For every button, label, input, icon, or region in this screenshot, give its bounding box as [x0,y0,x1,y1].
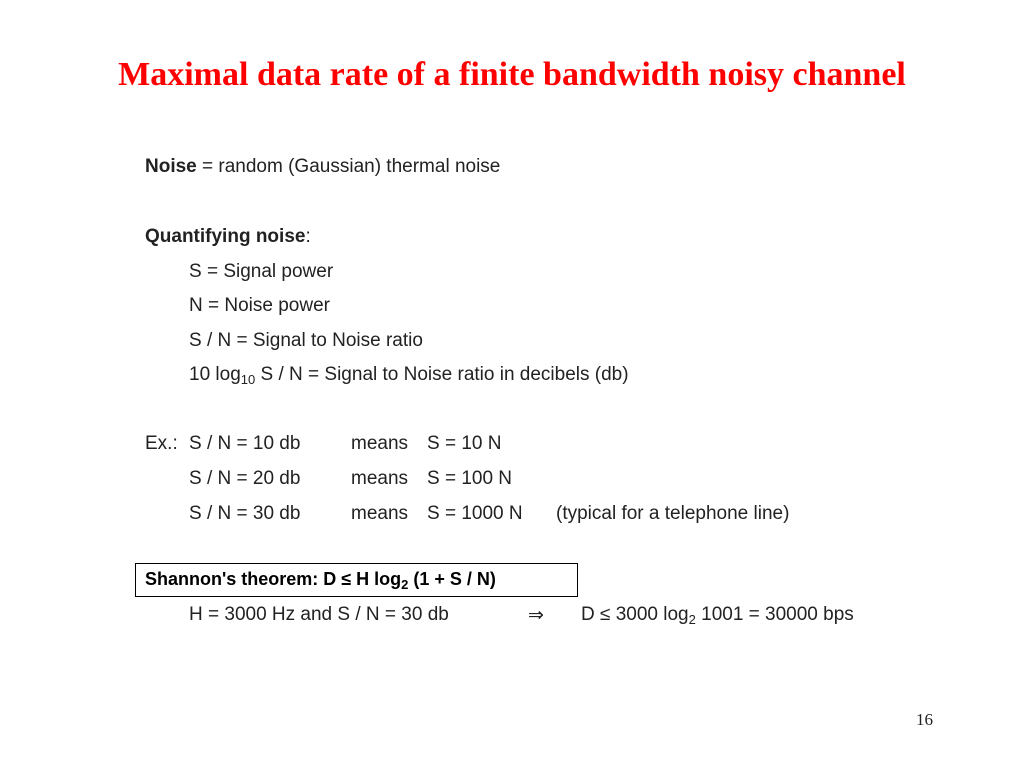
theorem-prefix: Shannon's theorem: D ≤ H log [145,569,402,589]
theorem-application [189,604,909,628]
example-row [189,503,889,527]
noise-definition-text: = random (Gaussian) thermal noise [196,156,501,177]
example-ratio: S / N = 10 db [189,433,301,454]
snr-db-definition [189,364,629,386]
result-prefix: D ≤ 3000 log [581,604,689,625]
example-result: S = 1000 N [427,503,523,524]
page-number: 16 [916,710,933,729]
example-means: means [351,433,409,454]
theorem-log-base: 2 [401,577,409,592]
db-formula-suffix: S / N = Signal to Noise ratio in decibels (db) [255,364,629,385]
example-row [189,433,889,457]
example-ratio: S / N = 20 db [189,468,301,489]
example-means: means [351,503,409,524]
implies-arrow: ⇒ [528,605,544,626]
noise-power-definition: N = Noise power [189,295,330,316]
result-log-base: 2 [688,612,696,627]
example-ratio: S / N = 30 db [189,503,301,524]
log-base-subscript: 10 [240,372,256,387]
result-suffix: 1001 = 30000 bps [695,604,854,625]
snr-definition: S / N = Signal to Noise ratio [189,330,423,351]
shannon-theorem [145,569,496,590]
quantifying-noise-label: Quantifying noise [145,226,306,247]
slide-title: Maximal data rate of a finite bandwidth noisy channel [118,56,906,93]
noise-definition [145,156,500,178]
example-row [189,468,889,492]
example-note: (typical for a telephone line) [556,503,790,524]
heading-colon: : [305,226,311,247]
quantifying-noise-heading [145,226,311,248]
application-result [581,604,854,626]
theorem-suffix: (1 + S / N) [408,569,496,589]
db-formula-prefix: 10 log [189,364,241,385]
example-result: S = 10 N [427,433,502,454]
application-given: H = 3000 Hz and S / N = 30 db [189,604,449,625]
example-means: means [351,468,409,489]
noise-term: Noise [145,156,197,177]
signal-power-definition: S = Signal power [189,261,334,282]
examples-label: Ex.: [145,433,178,454]
example-result: S = 100 N [427,468,513,489]
